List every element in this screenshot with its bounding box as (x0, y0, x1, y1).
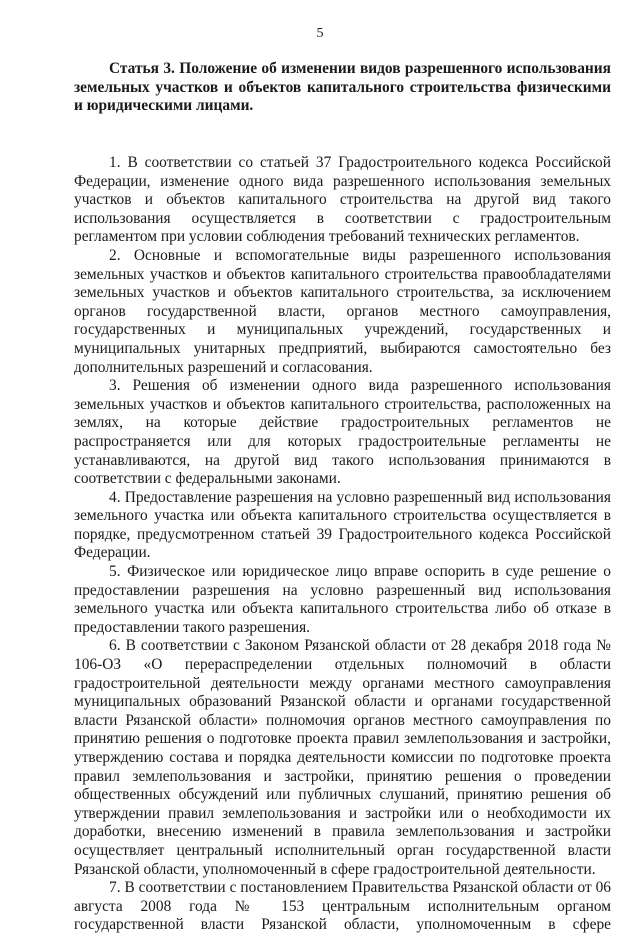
paragraph-4: 4. Предоставление разрешения на условно разрешенный вид использования земельного участка или объекта капитального строительства осуществляется в порядке, предусмотренном статьей 39 Градостроительного кодекса Российской Федерации. (74, 488, 611, 562)
paragraph-6: 6. В соответствии с Законом Рязанской области от 28 декабря 2018 года № 106-ОЗ «О перераспределении отдельных полномочий в области градостроительной деятельности между органами местного самоуправления муниципальных образований Рязанской области и органами государственной власти Рязанской области» полномочия органов местного самоуправления по принятию решения о подготовке проекта правил землепользования и застройки, утверждению состава и порядка деятельности комиссии по подготовке проекта правил землепользования и застройки, принятию решения о проведении общественных обсуждений или публичных слушаний, принятию решения об утверждении правил землепользования и застройки или о необходимости их доработки, внесению изменений в правила землепользования и застройки осуществляет центральный исполнительный орган государственной власти Рязанской области, уполномоченный в сфере градостроительной деятельности. (74, 637, 611, 878)
page-number: 5 (316, 26, 324, 41)
paragraph-1: 1. В соответствии со статьей 37 Градостроительного кодекса Российской Федерации, изменение одного вида разрешенного использования земельных участков и объектов капитального строительства на другой вид такого использования осуществляется в соответствии с градостроительным регламентом при условии соблюдения требований технических регламентов. (74, 154, 611, 246)
paragraph-7: 7. В соответствии с постановлением Правительства Рязанской области от 06 августа 2008 года № 153 центральным исполнительным органом государственной власти Рязанской области, уполномоченным в сфере (74, 879, 611, 934)
article-body (74, 154, 611, 935)
article-heading: Статья 3. Положение об изменении видов разрешенного использования земельных участков и объектов капитального строительства физическими и юридическими лицами. (74, 60, 611, 115)
paragraph-5: 5. Физическое или юридическое лицо вправе оспорить в суде решение о предоставлении разрешения на условно разрешенный вид использования земельного участка или объекта капитального строительства либо об отказе в предоставлении такого разрешения. (74, 563, 611, 636)
paragraph-2: 2. Основные и вспомогательные виды разрешенного использования земельных участков и объектов капитального строительства правообладателями земельных участков и объектов капитального строительства, за исключением органов государственной власти, органов местного самоуправления, государственных и муниципальных учреждений, государственных и муниципальных унитарных предприятий, выбираются самостоятельно без дополнительных разрешений и согласования. (74, 246, 611, 376)
paragraph-3: 3. Решения об изменении одного вида разрешенного использования земельных участков и объектов капитального строительства, расположенных на землях, на которые действие градостроительных регламентов не распространяется или для которых градостроительные регламенты не устанавливаются, на другой вид такого использования принимаются в соответствии с федеральными законами. (74, 377, 611, 488)
